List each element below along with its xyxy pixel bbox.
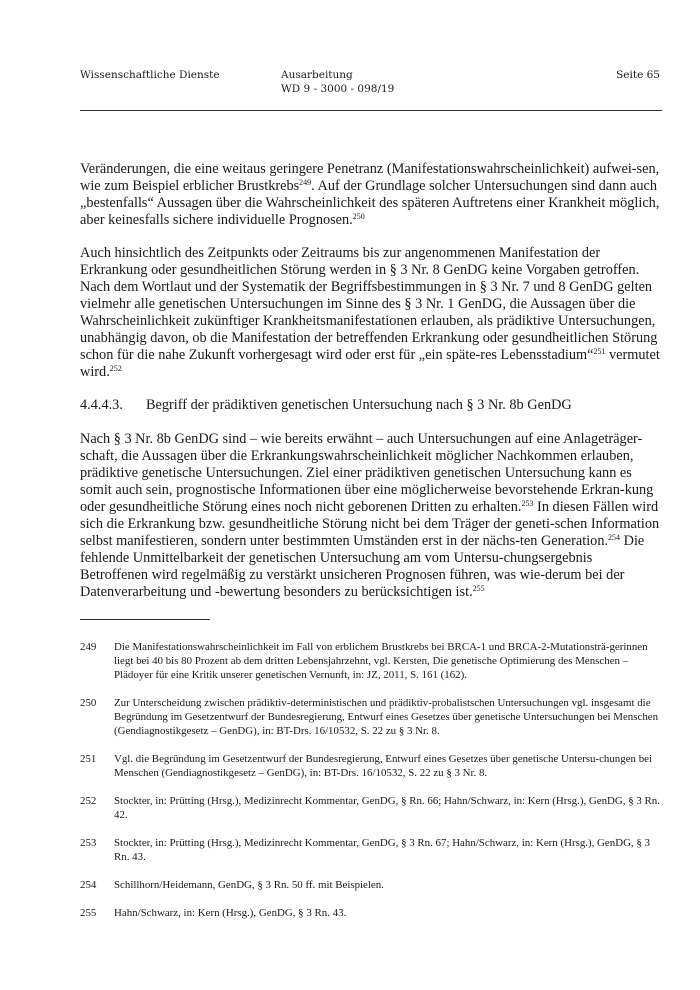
- body-paragraph: [80, 245, 660, 381]
- footnote-number: 254: [80, 879, 97, 891]
- footnote-ref: 252: [109, 364, 122, 373]
- paragraph-text: Veränderungen, die eine weitaus geringere Penetranz (Manifestationswahrscheinlichkeit) aufwei-sen, wie zum Beispiel erblicher Brustkrebs: [80, 161, 660, 194]
- footnote-number: 253: [80, 837, 97, 849]
- header-document-info: [281, 68, 394, 96]
- footnote-item: [80, 906, 660, 920]
- footnote-text: Die Manifestationswahrscheinlichkeit im Fall von erblichem Brustkrebs bei BRCA-1 und BRCA-2-Mutationsträ-gerinnen liegt bei 40 bis 80 Prozent ab dem dritten Lebensjahrzehnt, vgl. Kersten, Die genetische Optimierung des Menschen – Plädoyer für eine Kritik unserer genetischen Vernunft, in: JZ, 2011, S. 161 (162).: [114, 641, 648, 681]
- paragraph-text: Die fehlende Unmittelbarkeit der genetischen Untersuchung am vom Untersu-chungsergebnis Betroffenen wird regelmäßig zu verstärkt unsicheren Prognosen führen, was wie-derum bei der Datenverarbeitung und -bewertung besonders zu berücksichtigen ist.: [80, 533, 645, 600]
- footnote-item: [80, 640, 660, 682]
- header-organization: Wissenschaftliche Dienste: [80, 69, 220, 81]
- footnote-ref: 251: [593, 347, 606, 356]
- paragraph-text: vermutet wird.: [80, 347, 660, 380]
- paragraph-text: In diesen Fällen wird sich die Erkrankung bzw. gesundheitliche Störung nicht bei dem Träger der geneti-schen Information selbst manifestieren, sondern unter bestimmten Umständen erst in der nächs-ten Generation.: [80, 499, 660, 549]
- header-document-id: WD 9 - 3000 - 098/19: [281, 83, 395, 95]
- footnote-text: Zur Unterscheidung zwischen prädiktiv-deterministischen und prädiktiv-probalistschen Untersuchungen vgl. insgesamt die Begründung im Gesetzentwurf der Bundesregierung, Entwurf eines Gesetzes über genetische Untersuchungen bei Menschen (Gendiagnostikgesetz – GenDG), in: BT-Drs. 16/10532, S. 22 zu § 3 Nr. 8.: [114, 697, 659, 737]
- footnote-text: Stockter, in: Prütting (Hrsg.), Medizinrecht Kommentar, GenDG, § 3 Rn. 67; Hahn/Schwarz, in: Kern (Hrsg.), GenDG, § 3 Rn. 43.: [114, 837, 650, 863]
- paragraph-text: Nach § 3 Nr. 8b GenDG sind – wie bereits erwähnt – auch Untersuchungen auf eine Anlageträger-schaft, die Aussagen über die Erkrankungswahrscheinlichkeit möglicher Nachkommen erlauben, prädiktive genetische Untersuchungen. Ziel einer prädiktiven genetischen Untersuchung kann es somit auch sein, prognostische Informationen über eine möglicherweise bevorstehende Erkran-kung oder gesundheitliche Störung eines noch nicht geborenen Dritten zu erhalten.: [80, 431, 654, 515]
- footnote-ref: 250: [352, 212, 365, 221]
- page-header: [80, 68, 660, 112]
- footnote-item: [80, 878, 660, 892]
- section-heading: [80, 397, 660, 414]
- body-paragraph: [80, 431, 660, 601]
- header-divider: [80, 110, 662, 111]
- footnote-item: [80, 794, 660, 822]
- footnote-item: [80, 696, 660, 738]
- body-paragraph: [80, 161, 660, 229]
- paragraph-text: . Auf der Grundlage solcher Untersuchungen sind dann auch „bestenfalls“ Aussagen über die Wahrscheinlichkeit des späteren Auftretens einer Krankheit möglich, aber keinesfalls sichere individuelle Prognosen.: [80, 178, 660, 228]
- header-page-number: Seite 65: [616, 69, 660, 81]
- footnote-ref: 253: [521, 499, 534, 508]
- footnote-number: 255: [80, 907, 97, 919]
- footnote-item: [80, 836, 660, 864]
- footnote-item: [80, 752, 660, 780]
- footnote-ref: 254: [608, 533, 621, 542]
- footnote-ref: 255: [472, 584, 485, 593]
- paragraph-text: Auch hinsichtlich des Zeitpunkts oder Zeitraums bis zur angenommenen Manifestation der Erkrankung oder gesundheitlichen Störung werden in § 3 Nr. 8 GenDG keine Vorgaben getroffen. Nach dem Wortlaut und der Systematik der Begriffsbestimmungen in § 3 Nr. 7 und 8 GenDG gelten vielmehr alle genetischen Untersuchungen im Sinne des § 3 Nr. 1 GenDG, die Aussagen über die Wahrscheinlichkeit zukünftiger Krankheitsmanifestationen erlauben, als prädiktive Untersuchungen, unabhängig davon, ob die Manifestation der betreffenden Erkrankung oder gesundheitlichen Störung schon für die nahe Zukunft vorhergesagt wird oder erst für „ein späte-res Lebensstadium“: [80, 245, 658, 363]
- footnote-text: Stockter, in: Prütting (Hrsg.), Medizinrecht Kommentar, GenDG, § Rn. 66; Hahn/Schwarz, in: Kern (Hrsg.), GenDG, § 3 Rn. 42.: [114, 795, 660, 821]
- footnotes: [80, 640, 660, 934]
- main-body: [80, 161, 660, 617]
- footnote-number: 249: [80, 641, 97, 653]
- footnote-number: 252: [80, 795, 97, 807]
- footnote-text: Hahn/Schwarz, in: Kern (Hrsg.), GenDG, § 3 Rn. 43.: [114, 907, 347, 919]
- footnote-number: 250: [80, 697, 97, 709]
- footnote-text: Vgl. die Begründung im Gesetzentwurf der Bundesregierung, Entwurf eines Gesetzes über genetische Untersu-chungen bei Menschen (Gendiagnostikgesetz – GenDG), in: BT-Drs. 16/10532, S. 22 zu § 3 Nr. 8.: [114, 753, 653, 779]
- footnote-number: 251: [80, 753, 97, 765]
- section-title: Begriff der prädiktiven genetischen Untersuchung nach § 3 Nr. 8b GenDG: [146, 397, 572, 413]
- footnote-ref: 249: [299, 178, 312, 187]
- header-document-type: Ausarbeitung: [281, 69, 353, 81]
- footnote-divider: [80, 619, 210, 620]
- footnote-text: Schillhorn/Heidemann, GenDG, § 3 Rn. 50 ff. mit Beispielen.: [114, 879, 384, 891]
- section-number: 4.4.4.3.: [80, 397, 123, 413]
